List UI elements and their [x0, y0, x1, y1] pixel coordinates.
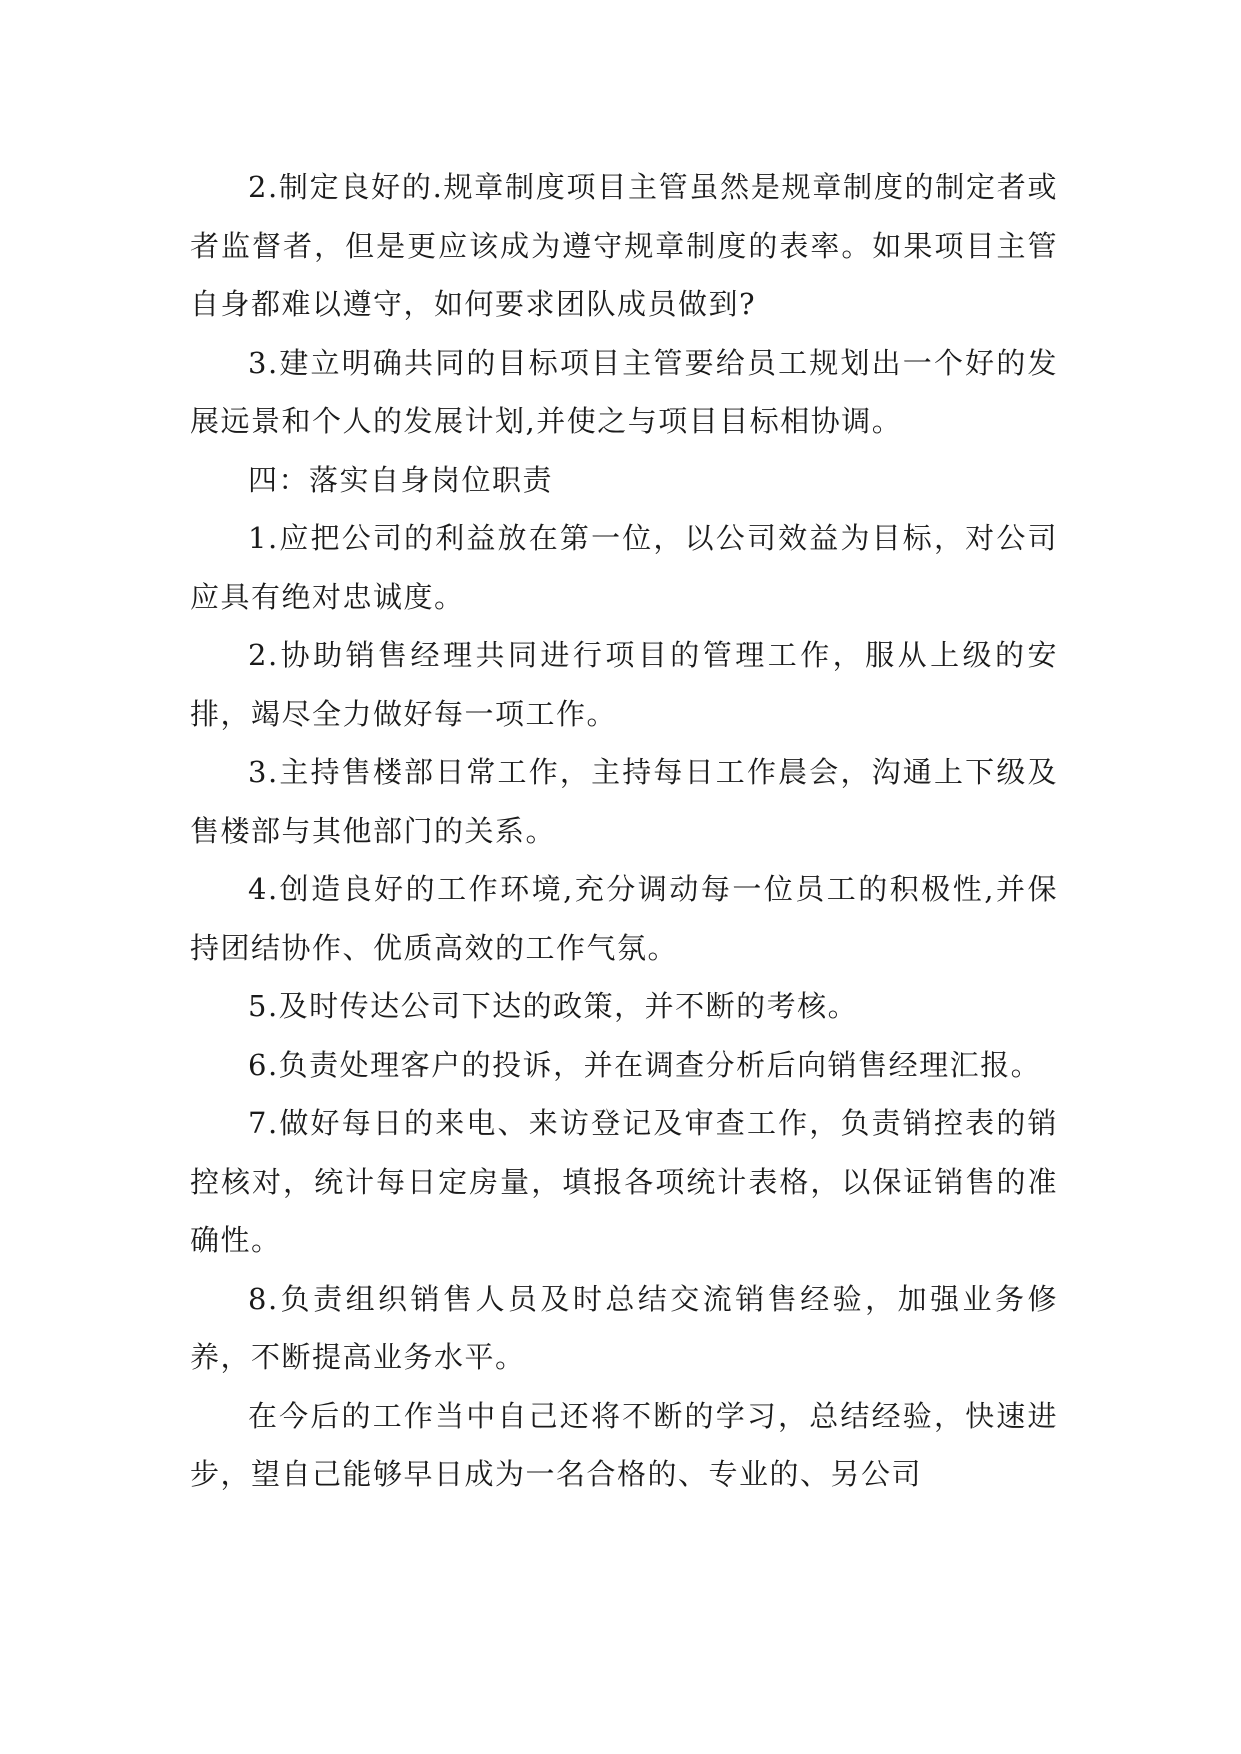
paragraph: 1.应把公司的利益放在第一位，以公司效益为目标，对公司应具有绝对忠诚度。	[190, 521, 1058, 614]
paragraph: 3.建立明确共同的目标项目主管要给员工规划出一个好的发展远景和个人的发展计划,并使之与项目目标相协调。	[190, 345, 1058, 438]
section-heading: 四：落实自身岗位职责	[248, 462, 554, 497]
paragraph: 5.及时传达公司下达的政策，并不断的考核。	[248, 989, 859, 1023]
paragraph: 6.负责处理客户的投诉，并在调查分析后向销售经理汇报。	[248, 1047, 1042, 1082]
paragraph: 8.负责组织销售人员及时总结交流销售经验，加强业务修养，不断提高业务水平。	[190, 1281, 1058, 1374]
paragraph: 7.做好每日的来电、来访登记及审查工作，负责销控表的销控核对，统计每日定房量，填报各项统计表格，以保证销售的准确性。	[190, 1106, 1058, 1257]
paragraph: 2.协助销售经理共同进行项目的管理工作，服从上级的安排，竭尽全力做好每一项工作。	[190, 638, 1058, 731]
document-body	[190, 158, 1058, 1504]
paragraph: 4.创造良好的工作环境,充分调动每一位员工的积极性,并保持团结协作、优质高效的工作气氛。	[190, 872, 1058, 965]
paragraph: 2.制定良好的.规章制度项目主管虽然是规章制度的制定者或者监督者，但是更应该成为遵守规章制度的表率。如果项目主管自身都难以遵守，如何要求团队成员做到?	[190, 170, 1058, 321]
paragraph: 3.主持售楼部日常工作，主持每日工作晨会，沟通上下级及售楼部与其他部门的关系。	[190, 755, 1058, 848]
paragraph: 在今后的工作当中自己还将不断的学习，总结经验，快速进步，望自己能够早日成为一名合格的、专业的、另公司	[190, 1398, 1058, 1491]
